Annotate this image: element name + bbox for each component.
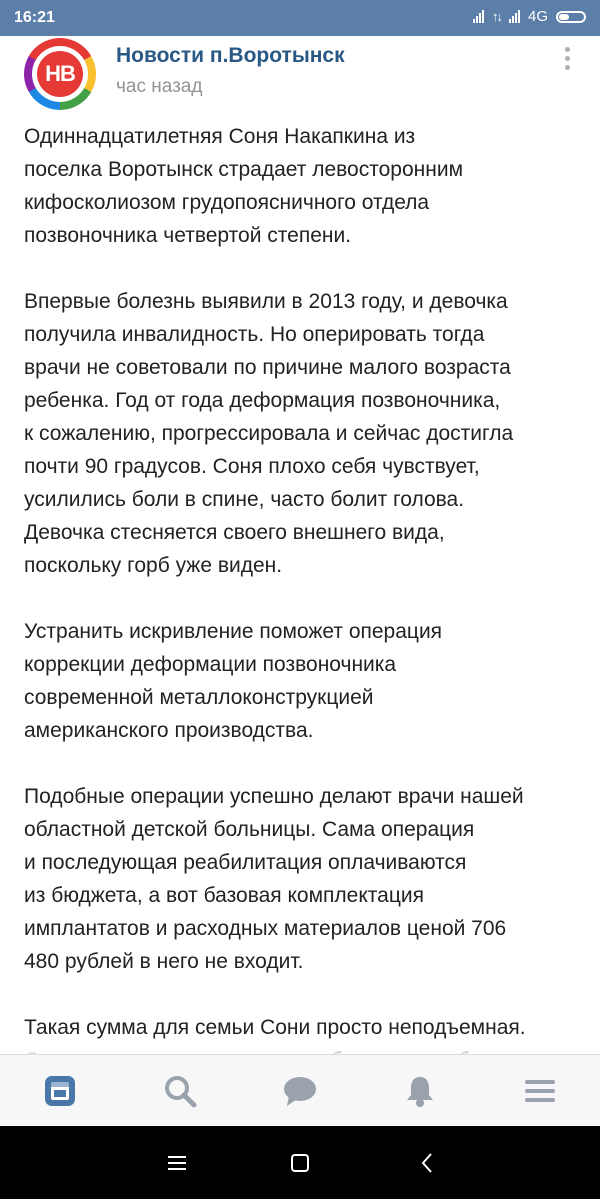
- network-type: 4G: [527, 8, 548, 25]
- post-paragraph: Устранить искривление поможет операция коррекции деформации позвоночника современной металлоконструкцией американского производства.: [24, 620, 443, 742]
- tab-notifications[interactable]: [360, 1055, 480, 1127]
- tab-news[interactable]: [0, 1055, 120, 1127]
- back-button[interactable]: [377, 1126, 477, 1199]
- post-timestamp[interactable]: час назад: [116, 76, 203, 97]
- post-paragraph: Впервые болезнь выявили в 2013 году, и девочка получила инвалидность. Но оперировать тогда врачи не советовали по причине малого возраста ребенка. Год от года деформация позвоночника, к сожалению, прогрессировала и сейчас достигла почти 90 градусов. Соня плохо себя чувствует, усилились боли в спине, часто болит голова. Девочка стесняется своего внешнего вида, поскольку горб уже виден.: [24, 290, 514, 577]
- more-options-icon[interactable]: [560, 44, 574, 74]
- data-transfer-icon: ↑↓: [491, 9, 501, 24]
- bottom-tab-bar: [0, 1054, 600, 1126]
- post-paragraph: Одиннадцатилетняя Соня Накапкина из поселка Воротынск страдает левосторонним кифосколиозом грудопоясничного отдела позвоночника четвертой степени.: [24, 125, 464, 247]
- signal-icon: [509, 10, 520, 23]
- battery-icon: [556, 11, 586, 23]
- home-button[interactable]: [250, 1126, 350, 1199]
- post-header: [0, 36, 600, 110]
- post-paragraph: Подобные операции успешно делают врачи нашей областной детской больницы. Сама операция и последующая реабилитация оплачиваются из бюджета, а вот базовая комплектация имплантатов и расходных материалов ценой 706 480 рублей в него не входит.: [24, 785, 524, 973]
- post-author[interactable]: Новости п.Воротынск: [116, 44, 345, 67]
- status-time: 16:21: [14, 9, 55, 26]
- avatar[interactable]: [24, 38, 96, 110]
- notifications-icon: [403, 1074, 437, 1108]
- menu-icon: [523, 1074, 557, 1108]
- search-icon: [163, 1074, 197, 1108]
- back-icon: [420, 1152, 434, 1174]
- status-icons: [473, 8, 586, 25]
- post-body: [24, 120, 584, 1054]
- post-paragraph: Такая сумма для семьи Сони просто неподъемная.: [24, 1016, 526, 1039]
- recent-apps-icon: [167, 1154, 187, 1172]
- home-icon: [290, 1153, 310, 1173]
- system-nav-bar: [0, 1126, 600, 1199]
- avatar-logo: НВ: [37, 51, 83, 97]
- tab-menu[interactable]: [480, 1055, 600, 1127]
- signal-icon: [473, 10, 484, 23]
- messages-icon: [282, 1074, 318, 1108]
- tab-search[interactable]: [120, 1055, 240, 1127]
- status-bar: [0, 0, 600, 36]
- news-icon: [43, 1074, 77, 1108]
- recent-apps-button[interactable]: [127, 1126, 227, 1199]
- tab-messages[interactable]: [240, 1055, 360, 1127]
